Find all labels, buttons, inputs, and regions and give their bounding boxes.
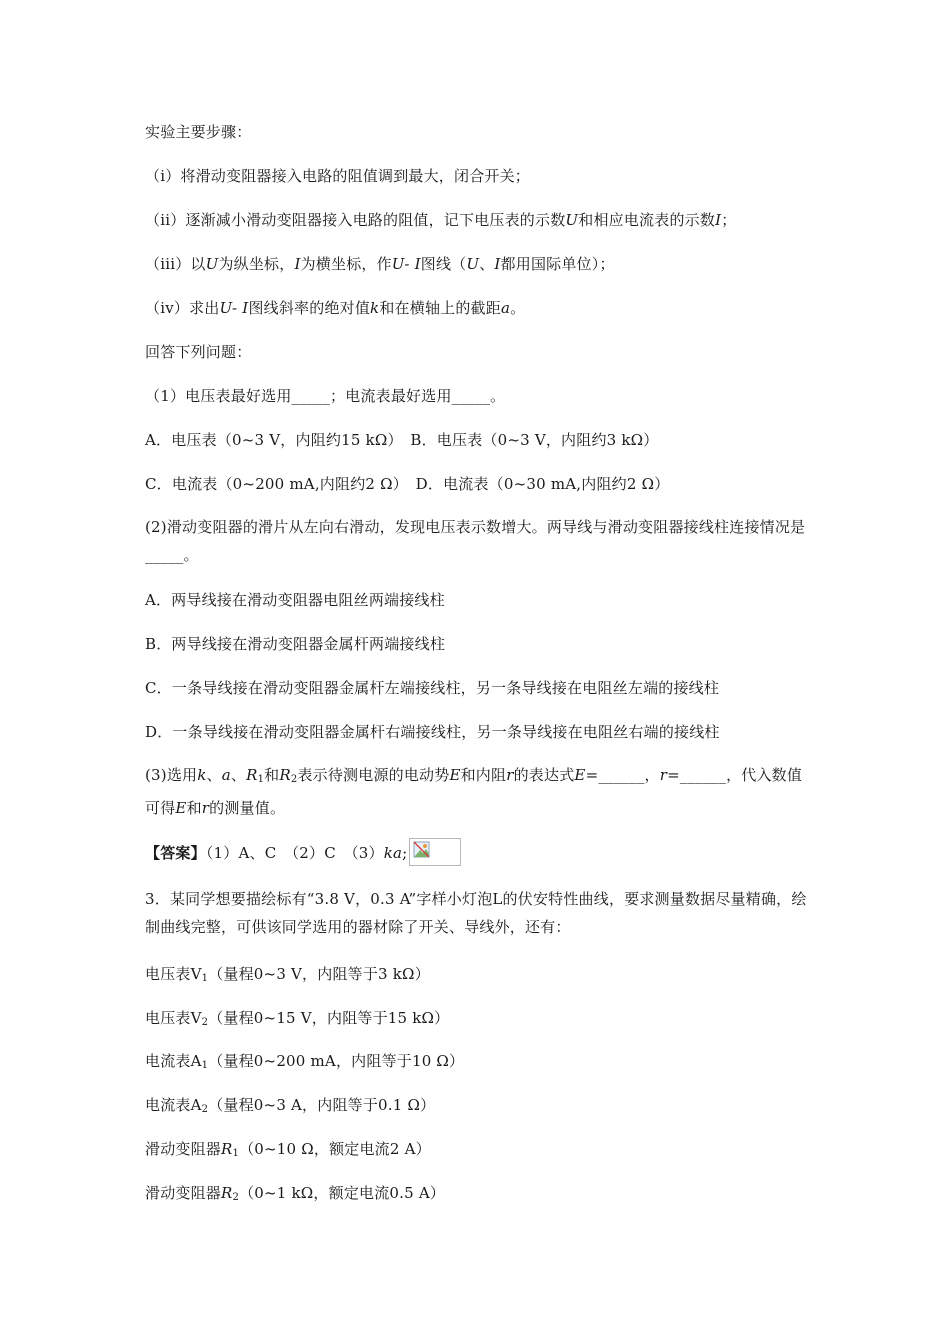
q1-options-cd: C．电流表（0~200 mA,内阻约2 Ω） D．电流表（0~30 mA,内阻约2 Ω） <box>145 475 670 493</box>
step-2: （ii）逐渐减小滑动变阻器接入电路的阻值，记下电压表的示数U和相应电流表的示数I； <box>145 211 737 229</box>
q2-option-c: C．一条导线接在滑动变阻器金属杆左端接线柱，另一条导线接在电阻丝左端的接线柱 <box>145 679 720 697</box>
step-4: （iv）求出U- I图线斜率的绝对值k和在横轴上的截距a。 <box>145 299 526 317</box>
q3-stem: (3)选用k、a、$R_1$和$R_2$表示待测电源的电动势E和内阻r的表达式E=______，r=______，代入数值可得E和r的测量值。 <box>145 766 803 817</box>
step-3: （iii）以U为纵坐标，I为横坐标，作U- I图线（U、I都用国际单位）； <box>145 255 615 273</box>
q1-stem: （1）电压表最好选用_____；电流表最好选用_____。 <box>145 387 506 405</box>
equipment-v1: 电压表$V_1$（量程0~3 V，内阻等于3 kΩ） <box>145 965 430 984</box>
q2-option-d: D．一条导线接在滑动变阻器金属杆右端接线柱，另一条导线接在电阻丝右端的接线柱 <box>145 723 720 741</box>
equipment-r2: 滑动变阻器$R_2(0\sim 1$ kΩ，额定电流0.5 A） <box>145 1184 446 1203</box>
questions-heading: 回答下列问题： <box>145 343 252 361</box>
answer-line: 【答案】（1）A、C （2）C （3）ka; <box>145 840 813 868</box>
step-1: （i）将滑动变阻器接入电路的阻值调到最大，闭合开关； <box>145 167 530 185</box>
broken-image-icon <box>409 838 461 866</box>
equipment-r1: 滑动变阻器$R_1(0\sim 10$ Ω，额定电流2 A） <box>145 1140 431 1159</box>
q1-options-ab: A．电压表（0~3 V，内阻约15 kΩ） B．电压表（0~3 V，内阻约3 kΩ） <box>145 431 659 449</box>
answer-label: 【答案】 <box>145 844 206 862</box>
equipment-v2: 电压表$V_2$（量程0~15 V，内阻等于15 kΩ） <box>145 1009 450 1028</box>
problem3-stem: 3．某同学想要描绘标有“3.8 V，0.3 A”字样小灯泡L的伏安特性曲线，要求测量数据尽量精确，绘制曲线完整，可供该同学选用的器材除了开关、导线外，还有： <box>145 890 807 936</box>
steps-heading: 实验主要步骤： <box>145 123 252 141</box>
q2-stem: (2)滑动变阻器的滑片从左向右滑动，发现电压表示数增大。两导线与滑动变阻器接线柱连接情况是_____。 <box>145 518 806 564</box>
equipment-a2: 电流表$A_2$（量程0~3 A，内阻等于0.1 Ω） <box>145 1096 436 1115</box>
q2-option-a: A．两导线接在滑动变阻器电阻丝两端接线柱 <box>145 591 445 609</box>
q2-option-b: B．两导线接在滑动变阻器金属杆两端接线柱 <box>145 635 446 653</box>
equipment-a1: 电流表$A_1$（量程0~200 mA，内阻等于10 Ω） <box>145 1052 465 1071</box>
